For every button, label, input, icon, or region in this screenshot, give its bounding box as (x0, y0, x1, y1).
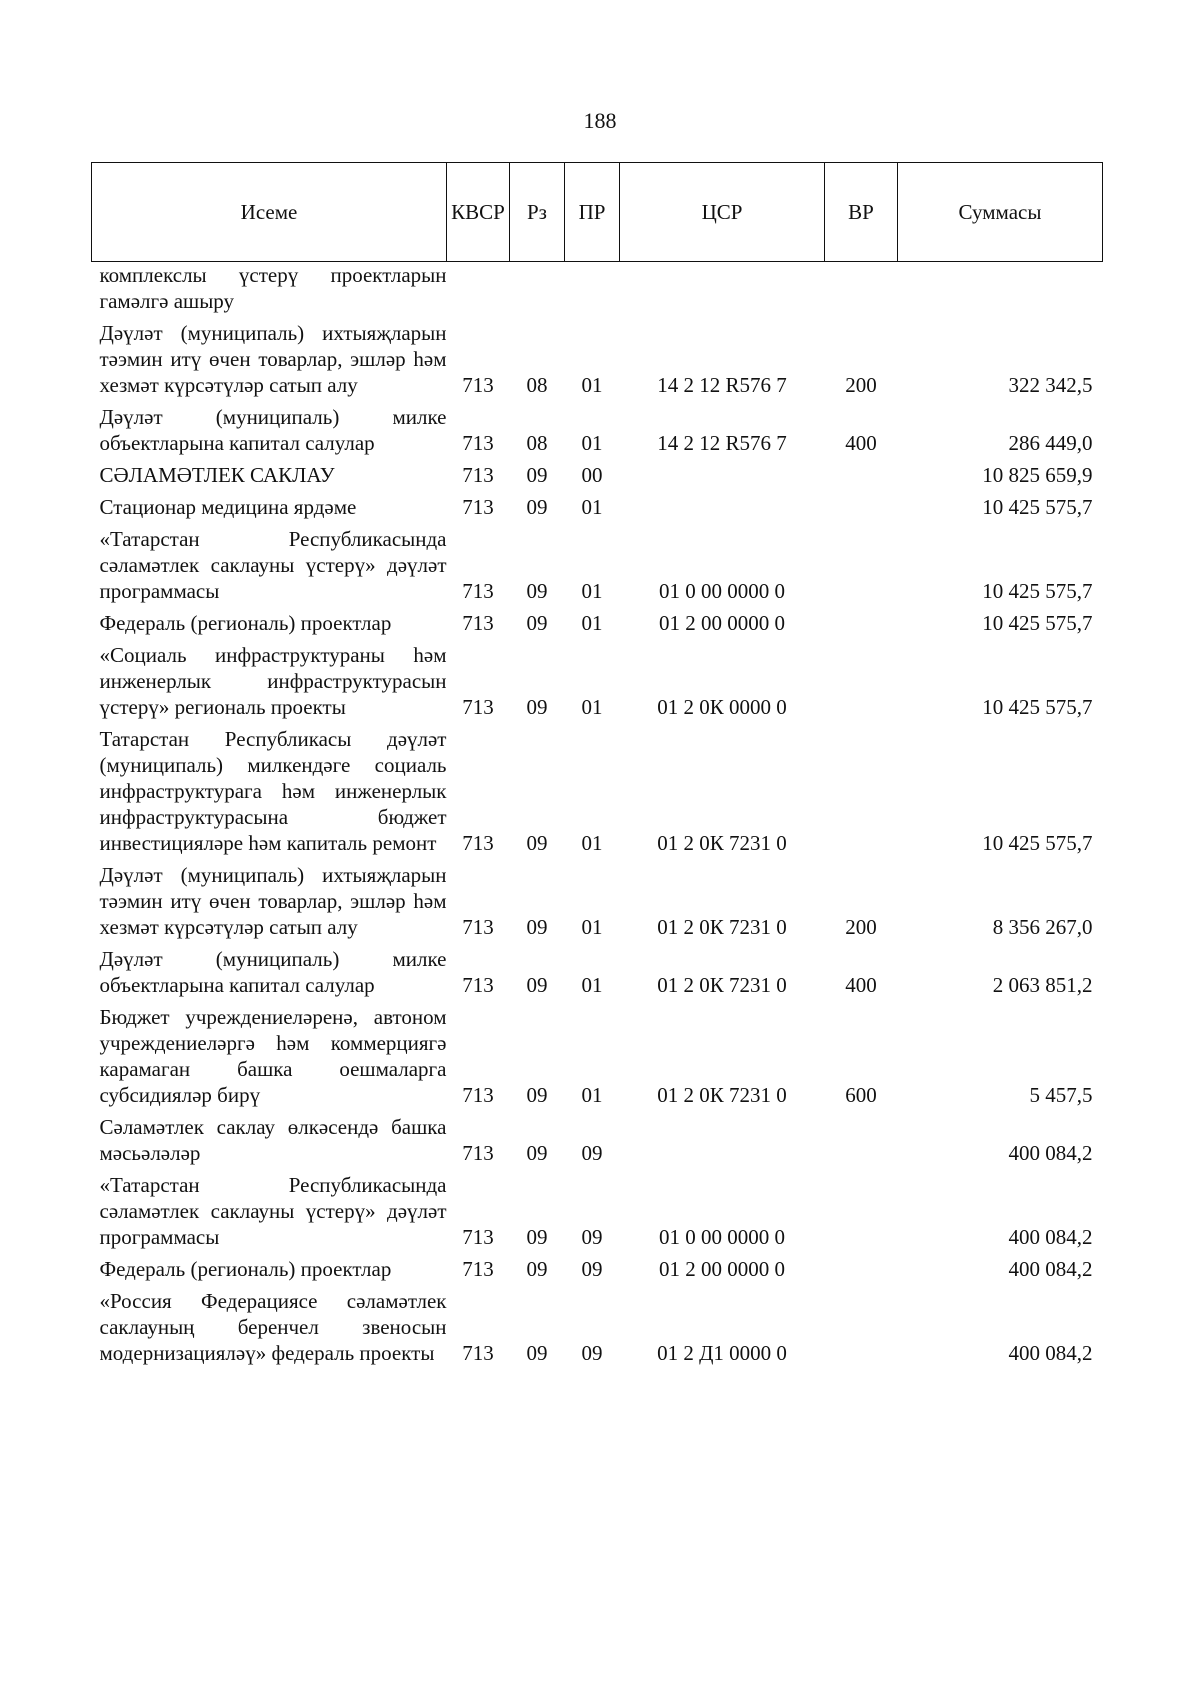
header-vr: ВР (825, 163, 898, 262)
table-row (92, 318, 1103, 402)
cell-name: «Татарстан Республикасында сәламәтлек саклауны үстерү» дәүләт программасы (99, 1173, 447, 1249)
table-row (92, 1170, 1103, 1254)
cell-name: Бюджет учреждениеләренә, автоном учреждениеләргә һәм коммерциягә карамаган башка оешмаларга субсидияләр бирү (99, 1005, 447, 1107)
cell-pr: 01 (581, 373, 603, 397)
table-row (92, 724, 1103, 860)
cell-rz (510, 262, 565, 319)
cell-name: Федераль (региональ) проектлар (99, 1257, 392, 1281)
cell-rz: 08 (526, 431, 548, 455)
cell-vr (825, 1170, 898, 1254)
cell-csr: 14 2 12 R576 7 (657, 431, 787, 455)
cell-amount: 8 356 267,0 (992, 915, 1093, 939)
cell-amount: 10 825 659,9 (982, 463, 1093, 487)
header-rz: Рз (510, 163, 565, 262)
table-row (92, 944, 1103, 1002)
cell-name: Сәламәтлек саклау өлкәсендә башка мәсьәләләр (99, 1115, 447, 1165)
cell-rz: 09 (526, 1141, 548, 1165)
cell-vr: 400 (845, 973, 877, 997)
cell-amount: 400 084,2 (1008, 1341, 1093, 1365)
cell-vr (825, 1112, 898, 1170)
cell-amount: 10 425 575,7 (982, 611, 1093, 635)
cell-csr: 01 2 00 0000 0 (659, 1257, 785, 1281)
cell-name: «Татарстан Республикасында сәламәтлек саклауны үстерү» дәүләт программасы (99, 527, 447, 603)
cell-rz: 09 (526, 915, 548, 939)
header-name: Исеме (92, 163, 447, 262)
cell-pr: 01 (581, 431, 603, 455)
table-header-row (92, 163, 1103, 262)
table-row (92, 524, 1103, 608)
cell-pr: 01 (581, 973, 603, 997)
cell-amount: 2 063 851,2 (992, 973, 1093, 997)
cell-kvsr: 713 (462, 611, 494, 635)
cell-name: Стационар медицина ярдәме (99, 495, 357, 519)
table-row (92, 1002, 1103, 1112)
cell-amount: 286 449,0 (1008, 431, 1093, 455)
cell-kvsr: 713 (462, 495, 494, 519)
cell-vr (825, 640, 898, 724)
cell-name: СӘЛАМӘТЛЕК САКЛАУ (99, 463, 335, 487)
cell-name: Дәүләт (муниципаль) ихтыяҗларын тәэмин итү өчен товарлар, эшләр һәм хезмәт күрсәтүләр сатып алу (99, 863, 447, 939)
cell-name: Дәүләт (муниципаль) милке объектларына капитал салулар (99, 947, 447, 997)
cell-name: «Социаль инфраструктураны һәм инженерлык инфраструктурасын үстерү» региональ проекты (99, 643, 447, 719)
header-csr: ЦСР (620, 163, 825, 262)
table-row (92, 1254, 1103, 1286)
cell-pr: 09 (581, 1141, 603, 1165)
cell-csr (620, 262, 825, 319)
cell-pr: 09 (581, 1225, 603, 1249)
cell-name: Дәүләт (муниципаль) милке объектларына капитал салулар (99, 405, 447, 455)
cell-name: Дәүләт (муниципаль) ихтыяҗларын тәэмин итү өчен товарлар, эшләр һәм хезмәт күрсәтүләр сатып алу (99, 321, 447, 397)
cell-rz: 09 (526, 1225, 548, 1249)
cell-kvsr: 713 (462, 373, 494, 397)
cell-pr (565, 262, 620, 319)
cell-vr (825, 608, 898, 640)
cell-vr: 200 (845, 915, 877, 939)
cell-amount: 10 425 575,7 (982, 495, 1093, 519)
cell-rz: 09 (526, 579, 548, 603)
budget-table (91, 162, 1103, 1370)
cell-amount: 10 425 575,7 (982, 695, 1093, 719)
cell-amount: 322 342,5 (1008, 373, 1093, 397)
cell-vr: 600 (845, 1083, 877, 1107)
cell-rz: 09 (526, 1341, 548, 1365)
cell-pr: 01 (581, 1083, 603, 1107)
cell-kvsr (447, 262, 510, 319)
cell-vr: 400 (845, 431, 877, 455)
cell-name: Татарстан Республикасы дәүләт (муниципаль) милкендәге социаль инфраструктурага һәм инженерлык инфраструктурасына бюджет инвестицияләре һәм капиталь ремонт (99, 727, 447, 855)
cell-rz: 09 (526, 495, 548, 519)
cell-pr: 01 (581, 611, 603, 635)
cell-kvsr: 713 (462, 973, 494, 997)
cell-amount: 10 425 575,7 (982, 579, 1093, 603)
table-row (92, 492, 1103, 524)
cell-vr (825, 724, 898, 860)
cell-kvsr: 713 (462, 1083, 494, 1107)
cell-name: «Россия Федерациясе сәламәтлек саклауның беренчел звеносын модернизацияләү» федераль проекты (99, 1289, 447, 1365)
cell-kvsr: 713 (462, 431, 494, 455)
cell-csr: 14 2 12 R576 7 (657, 373, 787, 397)
cell-rz: 08 (526, 373, 548, 397)
cell-kvsr: 713 (462, 463, 494, 487)
cell-pr: 01 (581, 495, 603, 519)
cell-pr: 09 (581, 1257, 603, 1281)
table-row (92, 460, 1103, 492)
cell-vr (825, 262, 898, 319)
cell-name: комплекслы үстерү проектларын гамәлгә ашыру (99, 263, 447, 313)
cell-vr (825, 492, 898, 524)
cell-csr: 01 0 00 0000 0 (659, 1225, 785, 1249)
cell-csr (620, 460, 825, 492)
cell-pr: 09 (581, 1341, 603, 1365)
cell-csr: 01 2 0К 7231 0 (657, 973, 787, 997)
cell-csr: 01 2 Д1 0000 0 (657, 1341, 787, 1365)
table-row (92, 262, 1103, 319)
cell-csr: 01 2 00 0000 0 (659, 611, 785, 635)
cell-kvsr: 713 (462, 915, 494, 939)
table-row (92, 640, 1103, 724)
table-row (92, 1286, 1103, 1370)
header-amount: Суммасы (898, 163, 1103, 262)
cell-rz: 09 (526, 831, 548, 855)
cell-rz: 09 (526, 1083, 548, 1107)
cell-vr (825, 524, 898, 608)
cell-vr (825, 1286, 898, 1370)
cell-pr: 01 (581, 695, 603, 719)
cell-csr (620, 492, 825, 524)
table-row (92, 860, 1103, 944)
table-row (92, 1112, 1103, 1170)
cell-pr: 01 (581, 831, 603, 855)
cell-pr: 01 (581, 579, 603, 603)
cell-csr (620, 1112, 825, 1170)
cell-kvsr: 713 (462, 695, 494, 719)
cell-amount (898, 262, 1103, 319)
cell-vr (825, 460, 898, 492)
header-kvsr: КВСР (447, 163, 510, 262)
cell-amount: 400 084,2 (1008, 1225, 1093, 1249)
cell-csr: 01 0 00 0000 0 (659, 579, 785, 603)
table-row (92, 402, 1103, 460)
cell-vr: 200 (845, 373, 877, 397)
header-pr: ПР (565, 163, 620, 262)
cell-amount: 400 084,2 (1008, 1141, 1093, 1165)
cell-vr (825, 1254, 898, 1286)
cell-csr: 01 2 0К 7231 0 (657, 1083, 787, 1107)
cell-kvsr: 713 (462, 1257, 494, 1281)
cell-pr: 00 (581, 463, 603, 487)
cell-rz: 09 (526, 463, 548, 487)
cell-rz: 09 (526, 1257, 548, 1281)
cell-kvsr: 713 (462, 1341, 494, 1365)
cell-amount: 10 425 575,7 (982, 831, 1093, 855)
cell-csr: 01 2 0К 7231 0 (657, 831, 787, 855)
cell-rz: 09 (526, 695, 548, 719)
cell-amount: 400 084,2 (1008, 1257, 1093, 1281)
cell-kvsr: 713 (462, 579, 494, 603)
page-number: 188 (583, 108, 617, 133)
cell-amount: 5 457,5 (1029, 1083, 1093, 1107)
cell-name: Федераль (региональ) проектлар (99, 611, 392, 635)
table-body (92, 262, 1103, 1371)
cell-kvsr: 713 (462, 1225, 494, 1249)
cell-rz: 09 (526, 611, 548, 635)
cell-csr: 01 2 0К 7231 0 (657, 915, 787, 939)
cell-pr: 01 (581, 915, 603, 939)
cell-csr: 01 2 0К 0000 0 (657, 695, 787, 719)
cell-kvsr: 713 (462, 1141, 494, 1165)
table-row (92, 608, 1103, 640)
cell-kvsr: 713 (462, 831, 494, 855)
cell-rz: 09 (526, 973, 548, 997)
